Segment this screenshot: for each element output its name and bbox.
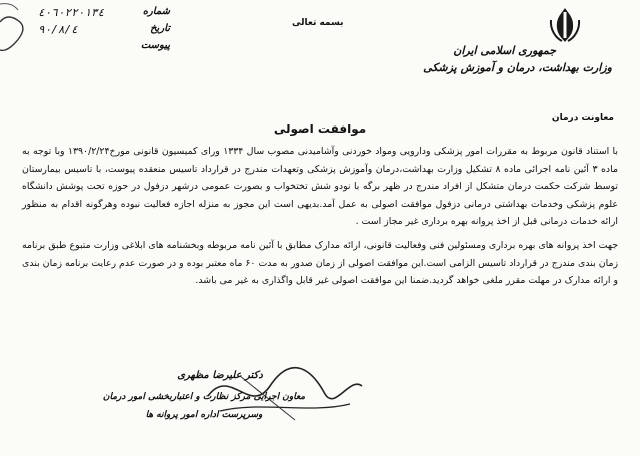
body-paragraph-1: با استناد قانون مربوط به مقررات امور پزشکی ودارویی ومواد خوردنی وآشامیدنی مصوب سال ۱۳۳۴ ورای کمیسیون قانونی مورخ۱۳۹۰/۲/۲۴ وبا توجه به ماده ۳ آئین نامه اجرائی ماده ۸ تشکیل وزارت بهداشت،درمان وآموزش پزشکی وتعهدات مندرج در قرارداد تاسیس منعقده پیوست، با تاسیس بیمارستان توسط شرکت حکمت درمان متشکل از افراد مندرج در ظهر برگه با نودو شش تختخواب و بصورت عمومی درشهر دزفول در حوزه تحت پوشش دانشگاه علوم پزشکی وخدمات بهداشتی درمانی دزفول موافقت اصولی به عمل آمد.بدیهی است این مجوز به منزله اجازه فعالیت نبوده وهرگونه اقدام به منظور ارائه خدمات درمانی قبل از اخذ پروانه بهره برداری غیر مجاز است . <box>22 146 619 228</box>
letter-date-label: تاریخ <box>150 23 170 34</box>
iran-emblem-icon <box>548 6 582 44</box>
deputy-label: معاونت درمان <box>551 113 614 123</box>
bismillah-heading: بسمه تعالی <box>292 18 344 28</box>
meta-attachment-row <box>20 40 170 57</box>
letter-meta-block <box>20 6 170 57</box>
letter-date-value: ٩٠/٨/٤ <box>38 23 78 36</box>
ministry-line-2: وزارت بهداشت، درمان و آموزش پزشکی <box>423 61 612 74</box>
letter-title: موافقت اصولی <box>273 122 367 136</box>
letter-body <box>22 143 618 290</box>
letter-number-value: ٤٠٦٠٢٢٠١٣٤ <box>38 6 105 19</box>
ministry-line-1: جمهوری اسلامی ایران <box>453 44 556 57</box>
meta-date-row <box>20 23 170 40</box>
meta-number-row <box>20 6 170 23</box>
signer-department: وسرپرست اداره امور پروانه ها <box>145 410 263 420</box>
signer-title: معاون اجرایی مرکز نظارت و اعتباربخشی امور درمان <box>102 392 306 402</box>
letter-attachment-label: پیوست <box>140 40 170 51</box>
signer-name: دکتر علیرضا مظهری <box>177 370 263 381</box>
body-paragraph-2: جهت اخذ پروانه های بهره برداری ومسئولین فنی وفعالیت قانونی، ارائه مدارک مطابق با آئین نامه مربوطه وبخشنامه های ابلاغی وزارت متبوع طبق برنامه زمان بندی مندرج در قرارداد تاسیس الزامی است.این موافقت اصولی از زمان صدور به مدت ۶۰ ماه معتبر بوده و در صورت عدم رعایت برنامه زمان بندی و ارائه مدارک در مهلت مقرر ملغی خواهد گردید.ضمنا این موافقت اصولی غیر قابل واگذاری به غیر می باشد. <box>22 239 618 287</box>
letter-number-label: شماره <box>142 6 170 17</box>
